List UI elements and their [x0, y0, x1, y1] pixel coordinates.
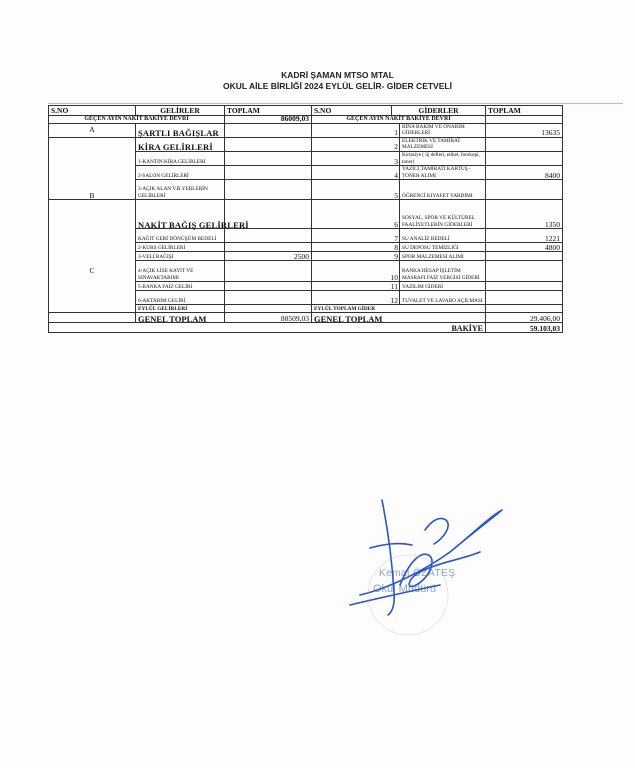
signature-stroke	[350, 585, 440, 605]
expense-value-8: 4800	[486, 243, 563, 252]
empty-cell	[225, 123, 312, 137]
expense-value-12	[486, 291, 563, 305]
expense-no-11: 11	[312, 282, 400, 291]
acik-alan: 3-AÇIK ALAN V.B.YERLERİN GELİRLERİ	[136, 180, 225, 200]
expense-value-5	[486, 180, 563, 200]
expense-label-8: SU DEPOSU TEMİZLİĞİ	[400, 243, 486, 252]
expense-label-7: SU ANALİZ BEDELİ	[400, 229, 486, 243]
banka-faiz: 5-BANKA FAİZ GELİRİ	[136, 282, 225, 291]
expense-value-1: 13635	[486, 123, 563, 137]
bakiye-row	[49, 323, 563, 333]
expense-no-8: 8	[312, 243, 400, 252]
signature-stroke	[370, 544, 412, 548]
col-sno-expense: S.NO	[312, 106, 392, 116]
col-giderler: GİDERLER	[392, 106, 486, 116]
salon-gelirleri: 2-SALON GELİRLERİ	[136, 166, 225, 180]
empty-cell	[225, 305, 312, 313]
eylul-toplam-gider: EYLÜL TOPLAM GİDER	[312, 305, 486, 313]
expense-value-2	[486, 137, 563, 151]
expense-value-11	[486, 282, 563, 291]
empty-cell	[225, 151, 312, 165]
table-row	[49, 123, 563, 137]
table-row	[49, 137, 563, 151]
empty-cell	[225, 137, 312, 151]
expense-value-3	[486, 151, 563, 165]
income-carry-value: 86009,03	[225, 116, 312, 124]
expense-label-1: BİNA BAKIM VE ONARIM GİDERLERİ	[400, 123, 486, 137]
expense-label-5: ÖĞRENCİ KIYAFET YARDIMI	[400, 180, 486, 200]
stamp-name: Kemal ÖZATEŞ	[379, 568, 456, 579]
expense-value-6: 1350	[486, 200, 563, 229]
expense-value-4: 8400	[486, 166, 563, 180]
expense-no-1: 1	[312, 123, 400, 137]
header-rule	[48, 103, 623, 104]
category-a: A	[49, 123, 136, 137]
kantin-kira: 1-KANTIN KİRA GELİRLERİ	[136, 151, 225, 165]
category-b: B	[49, 137, 136, 200]
empty-cell	[225, 282, 312, 291]
empty-cell	[49, 313, 136, 323]
bakiye-label: BAKİYE	[49, 323, 486, 333]
expense-no-4: 4	[312, 166, 400, 180]
col-toplam-income: TOPLAM	[225, 106, 312, 116]
empty-cell	[225, 291, 312, 305]
category-c: C	[49, 200, 136, 313]
eylul-gelirleri: EYLÜL GELİRLERİ	[136, 305, 225, 313]
empty-cell	[486, 305, 563, 313]
expense-genel-toplam-value: 29.406,00	[486, 313, 563, 323]
sartli-bagislar: ŞARTLI BAĞIŞLAR	[136, 123, 225, 137]
stamp-circle	[368, 555, 448, 635]
expense-label-3: Kırtasiye ( üj defteri, etiket, fotokopi, toner)	[400, 151, 486, 165]
signature-stroke	[425, 518, 448, 544]
expense-no-12: 12	[312, 291, 400, 305]
expense-value-9	[486, 252, 563, 261]
kagit-geri-donusum: KAĞIT GERİ DÖNÜŞÜM BEDELİ	[136, 229, 225, 243]
expense-no-5: 5	[312, 180, 400, 200]
income-genel-toplam-label: GENEL TOPLAM	[136, 313, 225, 323]
empty-cell	[225, 166, 312, 180]
signature-mark	[330, 490, 510, 640]
aktarim-geliri: 6-AKTARIM GELİRİ	[136, 291, 225, 305]
income-expense-table	[48, 105, 563, 333]
expense-no-3: 3	[312, 151, 400, 165]
expense-genel-toplam-label: GENEL TOPLAM	[312, 313, 486, 323]
expense-value-10	[486, 261, 563, 282]
expense-no-7: 7	[312, 229, 400, 243]
expense-label-6: SOSYAL, SPOR VE KÜLTÜREL FAALİYETLERİN GİDERLERİ	[400, 200, 486, 229]
expense-no-9: 9	[312, 252, 400, 261]
expense-label-4: YAZICI TAMİRATI KARTUŞ - TONER ALIMI	[400, 166, 486, 180]
table-row	[49, 200, 563, 229]
income-carry-label: GEÇEN AYIN NAKİT BAKİYE DEVRİ	[49, 116, 225, 124]
income-genel-toplam-value: 88509,03	[225, 313, 312, 323]
expense-label-10: BANKA HESAP İŞLETİM MASRAFI FAİZ VERGİSİ GİDERİ	[400, 261, 486, 282]
expense-no-2: 2	[312, 137, 400, 151]
signature-stroke	[400, 552, 480, 587]
stamp-title: Okul Müdürü	[373, 583, 436, 595]
expense-label-12: TUVALET VE LAVABO AÇILMASI	[400, 291, 486, 305]
expense-label-11: YAZILIM GİDERİ	[400, 282, 486, 291]
empty-cell	[225, 229, 312, 243]
col-sno-income: S.NO	[49, 106, 136, 116]
bakiye-value: 59.103,03	[486, 323, 563, 333]
nakit-bagis: NAKİT BAĞIŞ GELİRLERİ	[136, 200, 225, 229]
veli-bagisi: 3-VELİ BAĞIŞI	[136, 252, 225, 261]
expense-carry-value	[486, 116, 563, 124]
kira-gelirleri: KİRA GELİRLERİ	[136, 137, 225, 151]
genel-toplam-row	[49, 313, 563, 323]
col-toplam-expense: TOPLAM	[486, 106, 563, 116]
kurs-gelirleri: 2-KURS GELİRLERİ	[136, 243, 225, 252]
col-gelirler: GELİRLER	[136, 106, 225, 116]
expense-label-2: ELEKTRİK VE TAMİRAT MALZEMESİ	[400, 137, 486, 151]
acik-lise-kayit: 4-AÇIK LİSE KAYIT VE SINAVAKTARIMI	[136, 261, 225, 282]
school-name: KADRİ ŞAMAN MTSO MTAL	[281, 70, 394, 80]
empty-cell	[225, 261, 312, 282]
expense-carry-label: GEÇEN AYIN NAKİT BAKİYE DEVRİ	[312, 116, 486, 124]
expense-no-10: 10	[312, 261, 400, 282]
expense-value-7: 1221	[486, 229, 563, 243]
veli-bagisi-value: 2500	[225, 252, 312, 261]
document-title	[0, 70, 635, 91]
empty-cell	[225, 180, 312, 200]
expense-no-6: 6	[312, 200, 400, 229]
expense-label-9: SPOR MALZEMESİ ALIMI	[400, 252, 486, 261]
empty-cell	[225, 243, 312, 252]
carry-over-row	[49, 116, 563, 124]
report-title: OKUL AİLE BİRLİĞİ 2024 EYLÜL GELİR- GİDER CETVELİ	[223, 80, 452, 91]
